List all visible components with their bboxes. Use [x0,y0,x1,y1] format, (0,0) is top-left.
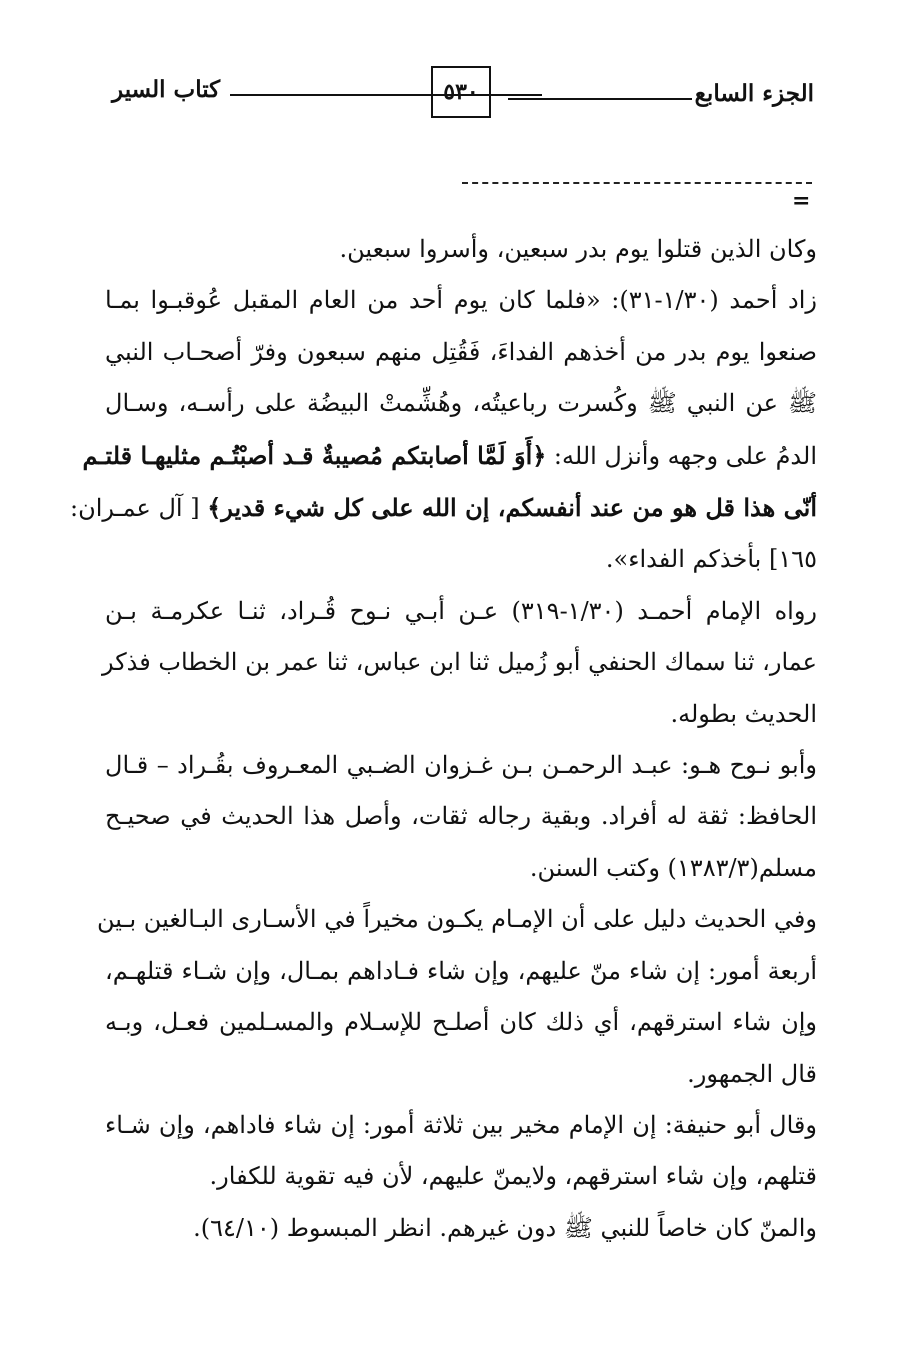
text-line: رواه الإمام أحمـد (١/٣٠-٣١٩) عـن أبـي نـوح قُـراد، ثنـا عكرمـة بـن [105,596,818,625]
text-line: عمار، ثنا سماك الحنفي أبو زُميل ثنا ابن عباس، ثنا عمر بن الخطاب فذكر [102,648,817,677]
paragraph [105,224,817,275]
text-line: قال الجمهور. [687,1059,817,1088]
header-rule-right [508,98,692,100]
text-line: ١٦٥] بأخذكم الفداء». [605,545,817,574]
text-line: صنعوا يوم بدر من أخذهم الفداءَ، فَقُتِل منهم سبعون وفرّ أصحـاب النبي [105,337,817,366]
text-line: والمنّ كان خاصاً للنبي ﷺ دون غيرهم. انظر المبسوط (٦٤/١٠). [193,1213,817,1242]
text-line: الحديث بطوله. [670,699,817,728]
paragraph [69,275,818,585]
text-line: وأبو نـوح هـو: عبـد الرحمـن بـن غـزوان الضـبي المعـروف بقُـراد – قـال [105,751,817,780]
text-line: الحافظ: ثقة له أفراد. وبقية رجاله ثقات، وأصل هذا الحديث في صحيـح [105,802,817,831]
page-header [112,66,814,122]
page-number: ٥٣٠ [431,66,491,118]
paragraph [102,586,818,740]
book-title: كتاب السير [112,76,221,103]
text-line: ﷺ عن النبي ﷺ وكُسرت رباعيتُه، وهُشِّمتْ البيضُة على رأسـه، وسـال [105,389,817,418]
quran-line: الدمُ على وجهه وأنزل الله: ﴿أَوَ لَمَّا أصابتكم مُصيبةٌ قـد أصبْتُـم مثليهـا قلتـم [82,440,817,470]
header-rule-left [230,94,542,96]
text-line: قتلهم، وإن شاء استرقهم، ولايمنّ عليهم، لأن فيه تقوية للكفار. [209,1162,817,1191]
text-line: وكان الذين قتلوا يوم بدر سبعين، وأسروا سبعين. [339,235,817,263]
paragraph [96,894,818,1100]
text-line: وفي الحديث دليل على أن الإمـام يكـون مخيراً في الأسـارى البـالغين بـين [96,905,817,934]
text-line: وإن شاء استرقهم، أي ذلك كان أصلـح للإسـلام والمسـلمين فعـل، وبـه [105,1008,818,1037]
dashed-separator [462,182,812,184]
paragraph [105,740,817,894]
text-line: وقال أبو حنيفة: إن الإمام مخير بين ثلاثة أمور: إن شاء فاداهم، وإن شـاء [105,1110,817,1139]
quran-line: أنّى هذا قل هو من عند أنفسكم، إن الله على كل شيء قدير﴾ [ آل عمـران: [69,493,817,523]
text-line: أربعة أمور: إن شاء منّ عليهم، وإن شاء فـاداهم بمـال، وإن شـاء قتلهـم، [105,956,817,985]
paragraph [105,1203,817,1254]
paragraph [105,1100,817,1203]
text-line: مسلم(١٣٨٣/٣) وكتب السنن. [529,853,817,882]
page-body [69,224,818,1254]
continuation-mark: = [792,188,811,214]
text-line: زاد أحمد (١/٣٠-٣١): «فلما كان يوم أحد من العام المقبل عُوقبـوا بمـا [105,286,818,315]
volume-title: الجزء السابع [694,80,814,107]
